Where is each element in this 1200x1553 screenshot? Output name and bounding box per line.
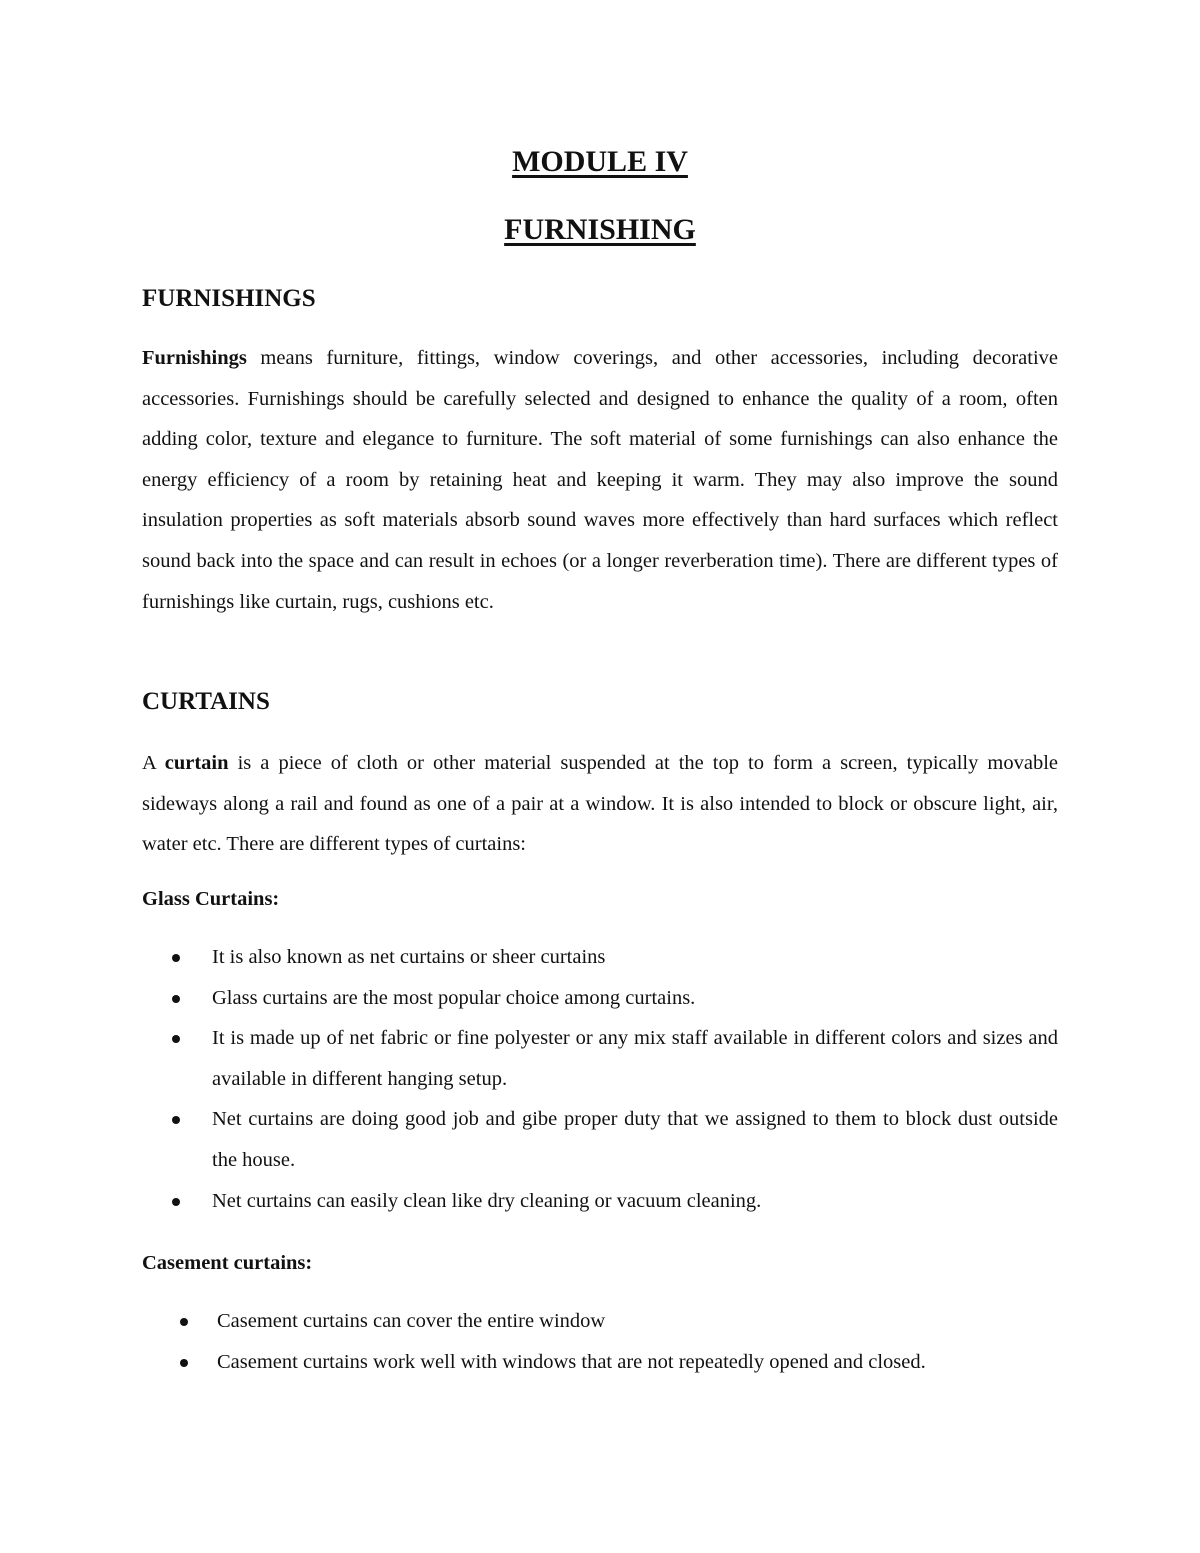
furnishings-paragraph [142,338,1058,622]
module-subtitle: FURNISHING [504,213,696,246]
list-item-text: It is also known as net curtains or sheer curtains [212,946,606,968]
list-item-text: Casement curtains can cover the entire window [217,1310,606,1332]
bullet-icon [180,1318,188,1326]
list-item-text: Net curtains can easily clean like dry cleaning or vacuum cleaning. [212,1189,762,1212]
glass-curtains-list [172,937,1058,1221]
bullet-icon [172,1116,180,1124]
list-item [172,937,1058,978]
casement-curtains-list [180,1301,1058,1382]
curtains-paragraph-text: is a piece of cloth or other material suspended at the top to form a screen, typically movable sideways along a rail and found as one of a pair at a window. It is also intended to block or obscure light, air, water etc. There are different types of curtains: [142,752,1058,856]
curtains-heading: CURTAINS [142,688,270,715]
list-item [172,1181,1058,1222]
curtain-term: curtain [164,752,229,774]
bullet-icon [172,1035,180,1043]
furnishings-term: Furnishings [142,347,247,369]
list-item [180,1342,1058,1383]
list-item-text: Glass curtains are the most popular choice among curtains. [212,986,696,1009]
furnishings-heading: FURNISHINGS [142,285,316,312]
bullet-icon [172,995,180,1003]
curtains-paragraph-lead: A [142,752,165,774]
furnishings-paragraph-text: means furniture, fittings, window coverings, and other accessories, including decorative accessories. Furnishings should be carefully selected and designed to enhance the quality of a room, often adding color, texture and elegance to furniture. The soft material of some furnishings can also enhance the energy efficiency of a room by retaining heat and keeping it warm. They may also improve the sound insulation properties as soft materials absorb sound waves more effectively than hard surfaces which reflect sound back into the space and can result in echoes (or a longer reverberation time). There are different types of furnishings like curtain, rugs, cushions etc. [142,347,1058,613]
list-item [172,1018,1058,1099]
list-item [172,1099,1058,1180]
list-item [180,1301,1058,1342]
bullet-icon [172,954,180,962]
curtains-paragraph [142,743,1058,865]
bullet-icon [172,1198,180,1206]
bullet-icon [180,1359,188,1367]
list-item-text: It is made up of net fabric or fine polyester or any mix staff available in different colors and sizes and available in different hanging setup. [212,1027,1058,1090]
list-item [172,978,1058,1019]
list-item-text: Casement curtains work well with windows that are not repeatedly opened and closed. [217,1350,926,1373]
casement-curtains-heading: Casement curtains: [142,1252,313,1274]
module-title: MODULE IV [512,145,688,178]
glass-curtains-heading: Glass Curtains: [142,888,280,910]
list-item-text: Net curtains are doing good job and gibe proper duty that we assigned to them to block dust outside the house. [212,1108,1058,1171]
